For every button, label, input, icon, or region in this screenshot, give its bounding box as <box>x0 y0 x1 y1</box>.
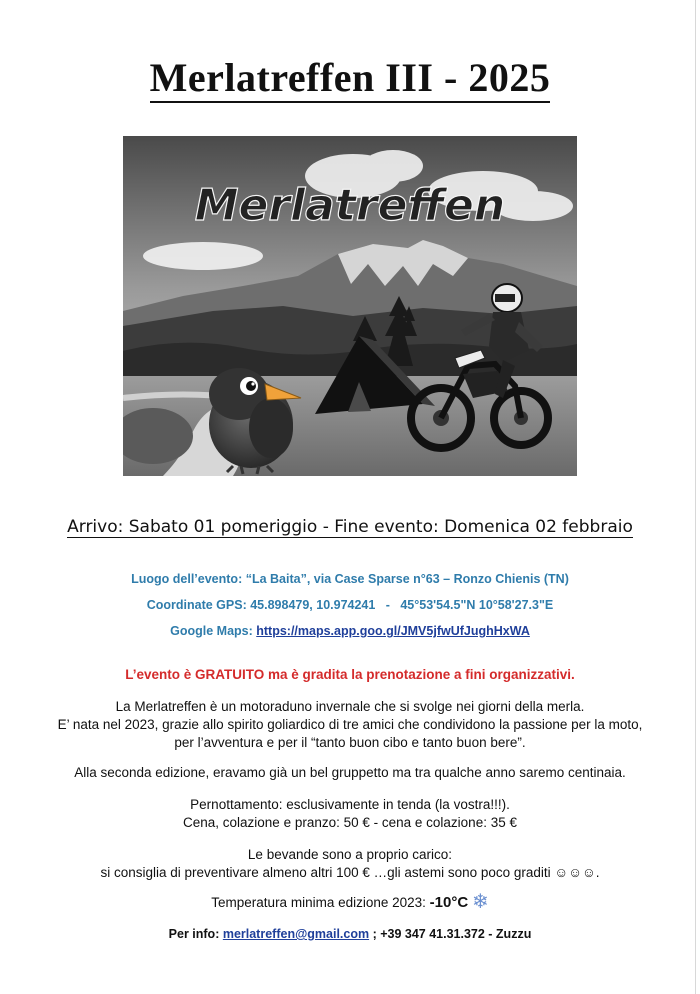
drinks-block <box>0 846 700 882</box>
temperature-label: Temperatura minima edizione 2023: <box>211 895 430 910</box>
venue-text: Luogo dell’evento: “La Baita”, via Case Sparse n°63 – Ronzo Chienis (TN) <box>131 572 569 586</box>
description-block <box>0 698 700 752</box>
event-dates-text: Arrivo: Sabato 01 pomeriggio - Fine evento: Domenica 02 febbraio <box>67 517 633 537</box>
page-edge <box>695 0 696 994</box>
description-line-2: E’ nata nel 2023, grazie allo spirito goliardico di tre amici che condividono la passione per la moto, <box>57 717 643 732</box>
drinks-line-1: Le bevande sono a proprio carico: <box>247 847 453 862</box>
temperature-line <box>0 893 700 912</box>
venue-line <box>0 570 700 588</box>
google-maps-link[interactable]: https://maps.app.goo.gl/JMV5jfwUfJughHxWA <box>256 624 530 638</box>
event-poster-image <box>123 136 577 476</box>
contact-email-link[interactable]: merlatreffen@gmail.com <box>222 927 370 941</box>
description-line-3: per l’avventura e per il “tanto buon cibo e tanto buon bere”. <box>174 735 526 750</box>
drinks-line-2: si consiglia di preventivare almeno altri 100 € …gli astemi sono poco graditi ☺☺☺. <box>100 865 600 880</box>
description-line-1: La Merlatreffen è un motoraduno invernale che si svolge nei giorni della merla. <box>115 699 585 714</box>
maps-label: Google Maps: <box>170 624 257 638</box>
lodging-block <box>0 796 700 832</box>
lodging-line-1: Pernottamento: esclusivamente in tenda (la vostra!!!). <box>190 797 510 812</box>
contact-line <box>0 925 700 943</box>
temperature-value: -10°C <box>429 894 469 911</box>
poster-illustration <box>123 136 577 476</box>
page-title-text: Merlatreffen III - 2025 <box>150 55 551 103</box>
maps-line <box>0 622 700 640</box>
snowflake-icon: ❄ <box>471 891 489 913</box>
description-line-4: Alla seconda edizione, eravamo già un bel gruppetto ma tra qualche anno saremo centinaia. <box>74 765 626 780</box>
poster-logo-text: Merlatreffen <box>194 180 506 231</box>
page-title <box>0 56 700 100</box>
second-edition-paragraph <box>0 764 700 782</box>
gps-line <box>0 596 700 614</box>
event-dates <box>0 516 700 538</box>
gps-label: Coordinate GPS: <box>146 598 251 612</box>
free-event-notice <box>0 666 700 684</box>
contact-phone: ; +39 347 41.31.372 - Zuzzu <box>369 927 532 941</box>
lodging-line-2: Cena, colazione e pranzo: 50 € - cena e colazione: 35 € <box>183 815 517 830</box>
free-event-text: L’evento è GRATUITO ma è gradita la prenotazione a fini organizzativi. <box>125 667 575 682</box>
gps-value: 45.898479, 10.974241 - 45°53'54.5"N 10°58'27.3"E <box>250 598 554 612</box>
contact-label: Per info: <box>168 927 223 941</box>
